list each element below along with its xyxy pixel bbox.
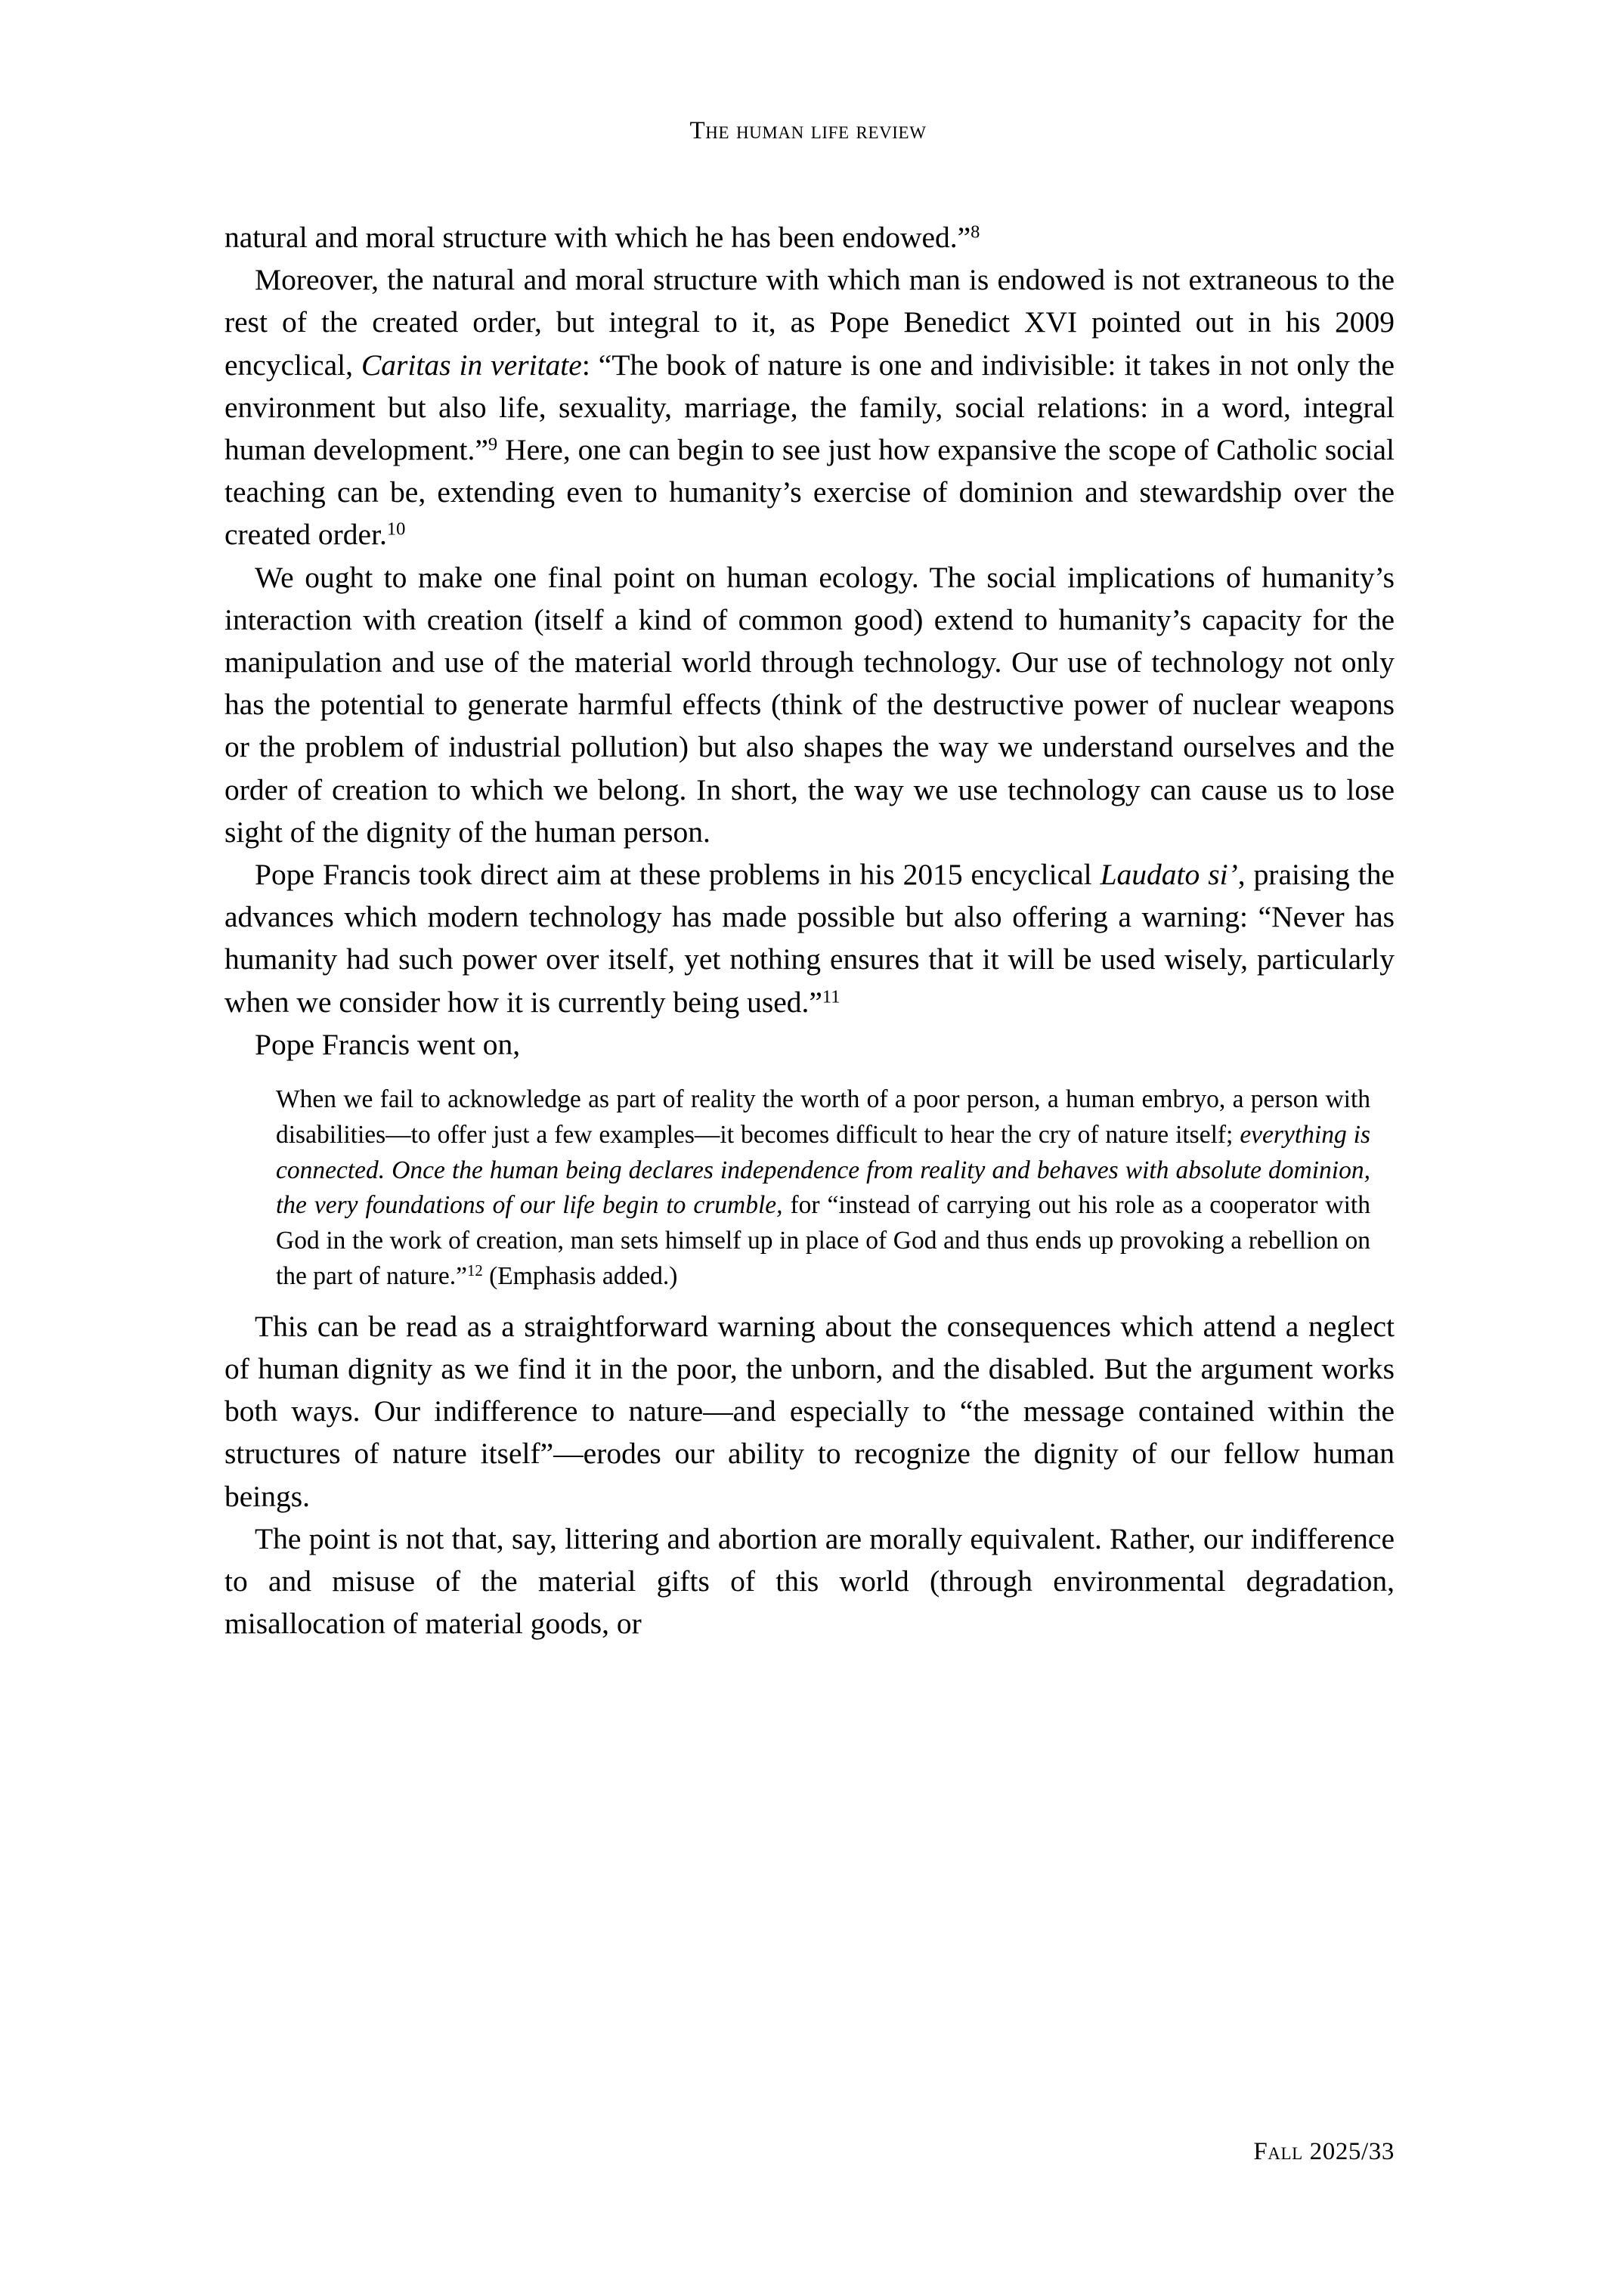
paragraph-moreover-seg2: : “The book of nature is one and indivisible: it takes in not only the environment but also life, sexuality, marriage, the family, social relations: in a word, integral human development.” — [224, 348, 1395, 467]
paragraph-human-ecology: We ought to make one final point on human ecology. The social implications of humanity’s interaction with creation (itself a kind of common good) extend to humanity’s capacity for the manipulation and use of the material world through technology. Our use of technology not only has the potential to generate harmful effects (think of the destructive power of nuclear weapons or the problem of industrial pollution) but also shapes the way we understand ourselves and the order of creation to which we belong. In short, the way we use technology can cause us to lose sight of the dignity of the human person. — [224, 560, 1395, 849]
paragraph-laudato-seg2: , praising the advances which modern technology has made possible but also offering a warning: “Never has humanity had such power over itself, yet nothing ensures that it will be used wisely, particularly when we consider how it is currently being used.” — [224, 858, 1395, 1019]
paragraph-laudato-seg1: Pope Francis took direct aim at these problems in his 2015 encyclical — [255, 858, 1101, 892]
footnote-marker-9: 9 — [488, 434, 498, 455]
encyclical-title-laudato-si: Laudato si’ — [1100, 858, 1238, 892]
paragraph-moreover-seg3: Here, one can begin to see just how expansive the scope of Catholic social teaching can be, extending even to humanity’s exercise of dominion and stewardship over the created order. — [224, 433, 1395, 552]
block-quotation — [276, 1082, 1370, 1295]
blockquote-seg1: When we fail to acknowledge as part of reality the worth of a poor person, a human embryo, a person with disabilities—to offer just a few examples—it becomes difficult to hear the cry of nature itself; — [276, 1085, 1370, 1149]
paragraph-continued — [224, 216, 1395, 258]
text-column — [224, 216, 1395, 1645]
paragraph-moreover — [224, 258, 1395, 555]
paragraph-pope-francis-went-on: Pope Francis went on, — [255, 1027, 521, 1061]
running-head: The human life review — [689, 117, 927, 144]
paragraph-straightforward-warning: This can be read as a straightforward warning about the consequences which attend a neglect of human dignity as we find it in the poor, the unborn, and the disabled. But the argument works both ways. Our indifference to nature—and especially to “the message contained within the structures of nature itself”—erodes our ability to recognize the dignity of our fellow human beings. — [224, 1309, 1395, 1513]
blockquote-seg2: for “instead of carrying out his role as a cooperator with God in the work of creation, man sets himself up in place of God and thus ends up provoking a rebellion on the part of nature.” — [276, 1191, 1370, 1291]
blockquote-emphasis-added-note: (Emphasis added.) — [482, 1262, 678, 1291]
paragraph-continued-text: natural and moral structure with which he has been endowed.” — [224, 221, 971, 254]
block-quotation-text — [276, 1082, 1370, 1295]
footnote-marker-11: 11 — [822, 986, 841, 1007]
footnote-marker-12: 12 — [466, 1262, 483, 1280]
blockquote-emphasis: everything is connected. Once the human being declares independence from reality and behaves with absolute dominion, the very foundations of our life begin to crumble, — [276, 1120, 1370, 1220]
page-folio: Fall 2025/33 — [1253, 2138, 1395, 2165]
footnote-marker-8: 8 — [971, 221, 980, 243]
footnote-marker-10: 10 — [386, 518, 406, 540]
paragraph-moreover-seg1: Moreover, the natural and moral structure with which man is endowed is not extraneous to the rest of the created order, but integral to it, as Pope Benedict XVI pointed out in his 2009 encyclical, — [224, 263, 1395, 382]
encyclical-title-caritas-in-veritate: Caritas in veritate — [361, 348, 582, 382]
paragraph-littering-abortion: The point is not that, say, littering and abortion are morally equivalent. Rather, our indifference to and misuse of the material gifts of this world (through environmental degradation, misallocation of material goods, or — [224, 1521, 1395, 1641]
paragraph-pope-francis-laudato-si — [224, 853, 1395, 1023]
